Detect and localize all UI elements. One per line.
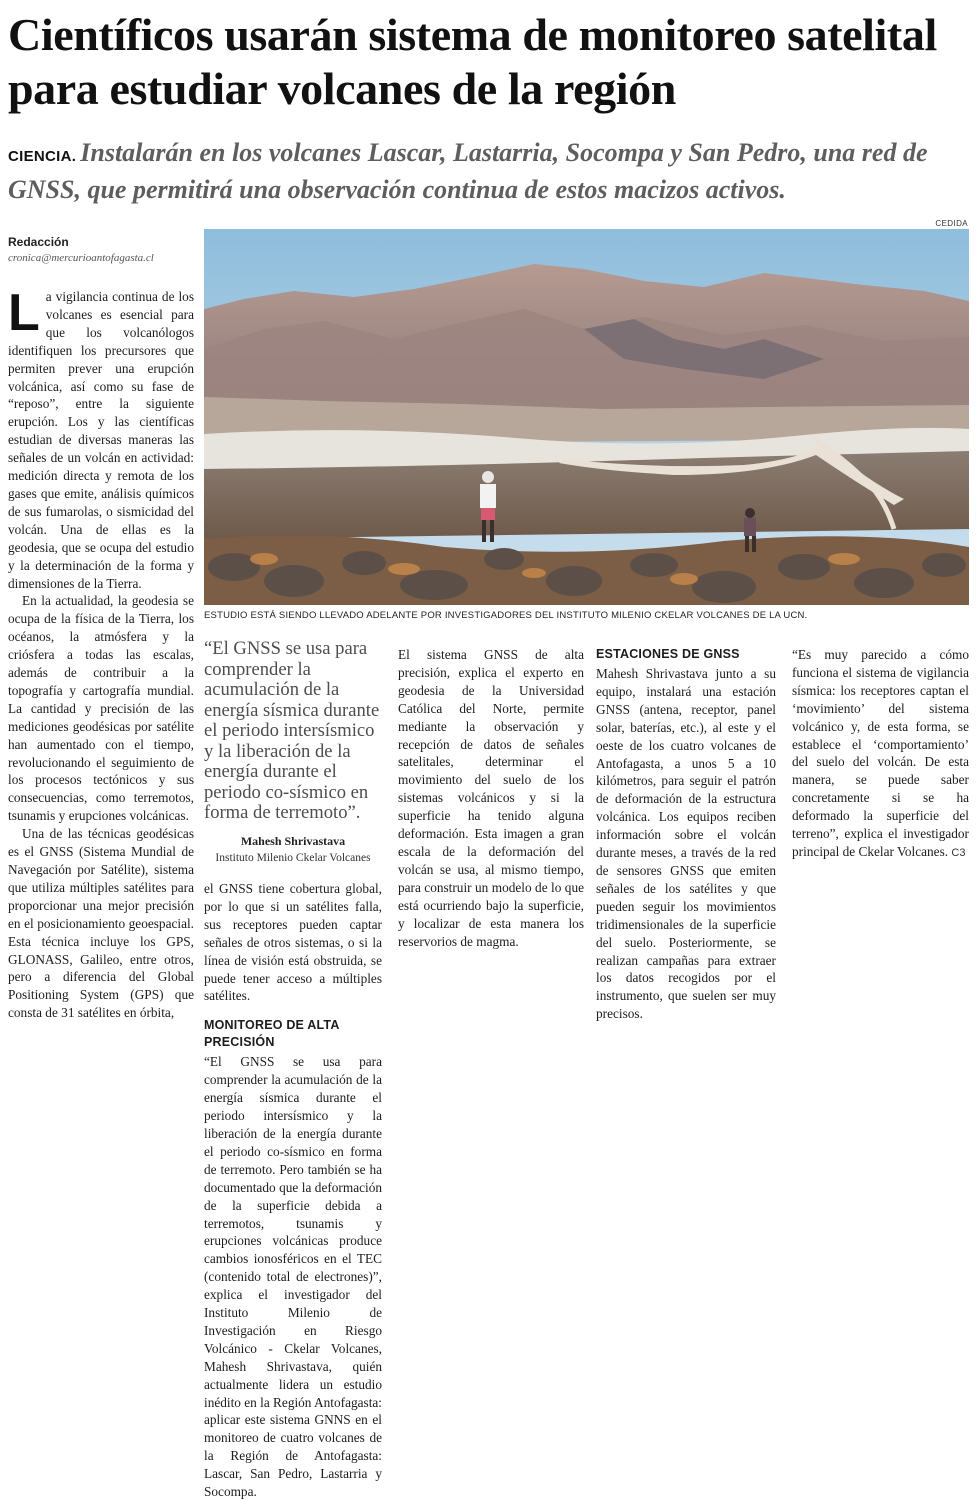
section-heading: ESTACIONES DE GNSS	[596, 647, 740, 661]
pull-quote-org: Instituto Milenio Ckelar Volcanes	[215, 851, 371, 864]
pull-quote	[204, 639, 382, 864]
paragraph: La vigilancia continua de los volcanes es esencial para que los volcanólogos identifiquen los precursores que permiten prever una erupción volcánica, así como su fase de “reposo”, entre la siguiente erupción. Los y las científicas estudian de diversas maneras las señales de un volcán en actividad: medición directa y remota de los gases que emite, análisis químicos de sus fumarolas, o sismicidad del volcán. Una de ellas es la geodesia, que se ocupa del estudio y la determinación de la forma y dimensiones de la Tierra.	[8, 284, 194, 591]
headline: Científicos usarán sistema de monitoreo satelital para estudiar volcanes de la región	[8, 9, 937, 114]
paragraph: Una de las técnicas geodésicas es el GNSS (Sistema Mundial de Navegación por Satélite), sistema que utiliza múltiples satélites para proporcionar una mejor precisión en el posicionamiento geoespacial. Esta técnica incluye los GPS, GLONASS, Galileo, entre otros, pero a diferencia del Global Positioning System (GPS) que consta de 31 satélites en órbita,	[8, 826, 194, 1021]
article-column-3	[398, 646, 584, 1088]
byline	[8, 234, 194, 266]
paragraph: El sistema GNSS de alta precisión, explica el experto en geodesia de la Universidad Católica del Norte, permite mediante la observación y recepción de datos de señales satelitales, determinar el movimiento del suelo de los sistemas volcánicos y si la superficie ha tenido alguna deformación. Esta imagen a gran escala de la deformación del volcán se usa, al mismo tiempo, para construir un modelo de lo que está ocurriendo bajo la superficie, y localizar de esta manera los reservorios de magma.	[398, 647, 584, 949]
volcano-landscape-image	[204, 229, 969, 605]
photo-credit: CEDIDA	[935, 219, 968, 228]
byline-email: cronica@mercurioantofagasta.cl	[8, 252, 154, 264]
end-mark: C3	[951, 846, 966, 859]
paragraph: En la actualidad, la geodesia se ocupa de la física de la Tierra, los océanos, la atmósfera y la criósfera a todas las escalas, además de contribuir a la topografía y cartografía mundial. La cantidad y precisión de las mediciones geodésicas por satélite han aumentado con el tiempo, revolucionando el seguimiento de los procesos tectónicos y sus consecuencias, como terremotos, tsunamis y erupciones volcánicas.	[8, 593, 194, 824]
article-column-1	[8, 284, 194, 1088]
drop-cap: L	[8, 284, 40, 342]
photo-caption: ESTUDIO ESTÁ SIENDO LLEVADO ADELANTE POR INVESTIGADORES DEL INSTITUTO MILENIO CKELAR VOLCANES DE LA UCN.	[204, 610, 808, 621]
article-column-5	[792, 646, 969, 1088]
article-column-4	[596, 646, 776, 1088]
pull-quote-name: Mahesh Shrivastava	[240, 833, 346, 848]
paragraph: Mahesh Shrivastava junto a su equipo, instalará una estación GNSS (antena, receptor, panel solar, baterías, etc.), al este y el oeste de los cuatro volcanes de Antofagasta, a unos 5 a 10 kilómetros, para seguir el patrón de deformación de la estructura volcánica. Los equipos reciben información sobre el volcán durante meses, a través de la red de sensores GNSS que emiten señales de los satélites y que pueden seguir los movimientos tridimensionales de la superficie del suelo. Posteriormente, se realizan campañas para extraer los datos recogidos por el instrumento, que suelen ser muy precisos.	[596, 666, 776, 1022]
pull-quote-text: “El GNSS se usa para comprender la acumulación de la energía sísmica durante el periodo intersísmico y la liberación de la energía durante el periodo co-sísmico en forma de terremoto”.	[204, 638, 380, 823]
section-kicker: CIENCIA.	[8, 148, 77, 165]
subheadline-text: Instalarán en los volcanes Lascar, Lastarria, Socompa y San Pedro, una red de GNSS, que permitirá una observación continua de estos macizos activos.	[8, 138, 928, 204]
article-photo	[204, 229, 969, 605]
paragraph: el GNSS tiene cobertura global, por lo que si un satélites falla, sus receptores pueden captar señales de otros sistemas, o si la línea de visión está obstruida, se puede tener acceso a múltiples satélites.	[204, 881, 382, 1004]
section-heading: MONITOREO DE ALTA PRECISIÓN	[204, 1018, 340, 1050]
subheadline	[8, 136, 970, 206]
paragraph: “Es muy parecido a cómo funciona el sistema de vigilancia sísmica: los receptores captan el ‘movimiento’ del sistema volcánico y, de esta forma, se establece el ‘comportamiento’ del suelo del volcán. De esta manera, se puede saber concretamente si se ha deformado la superficie del terreno”, explica el investigador principal de Ckelar Volcanes. C3	[792, 647, 969, 859]
article-column-2	[204, 880, 382, 1500]
paragraph: “El GNSS se usa para comprender la acumulación de la energía sísmica durante el periodo intersísmico y la liberación de la energía durante el periodo co-sísmico en forma de terremoto. Pero también se ha documentado que la deformación de la superficie debida a terremotos, tsunamis y erupciones volcánicas produce cambios ionosféricos en el TEC (contenido total de electrones)”, explica el investigador del Instituto Milenio de Investigación en Riesgo Volcánico - Ckelar Volcanes, Mahesh Shrivastava, quién actualmente lidera un estudio inédito en la Región Antofagasta: aplicar este sistema GNNS en el monitoreo de cuatro volcanes de la Región de Antofagasta: Lascar, San Pedro, Lastarria y Socompa.	[204, 1054, 382, 1500]
byline-author: Redacción	[8, 235, 69, 249]
